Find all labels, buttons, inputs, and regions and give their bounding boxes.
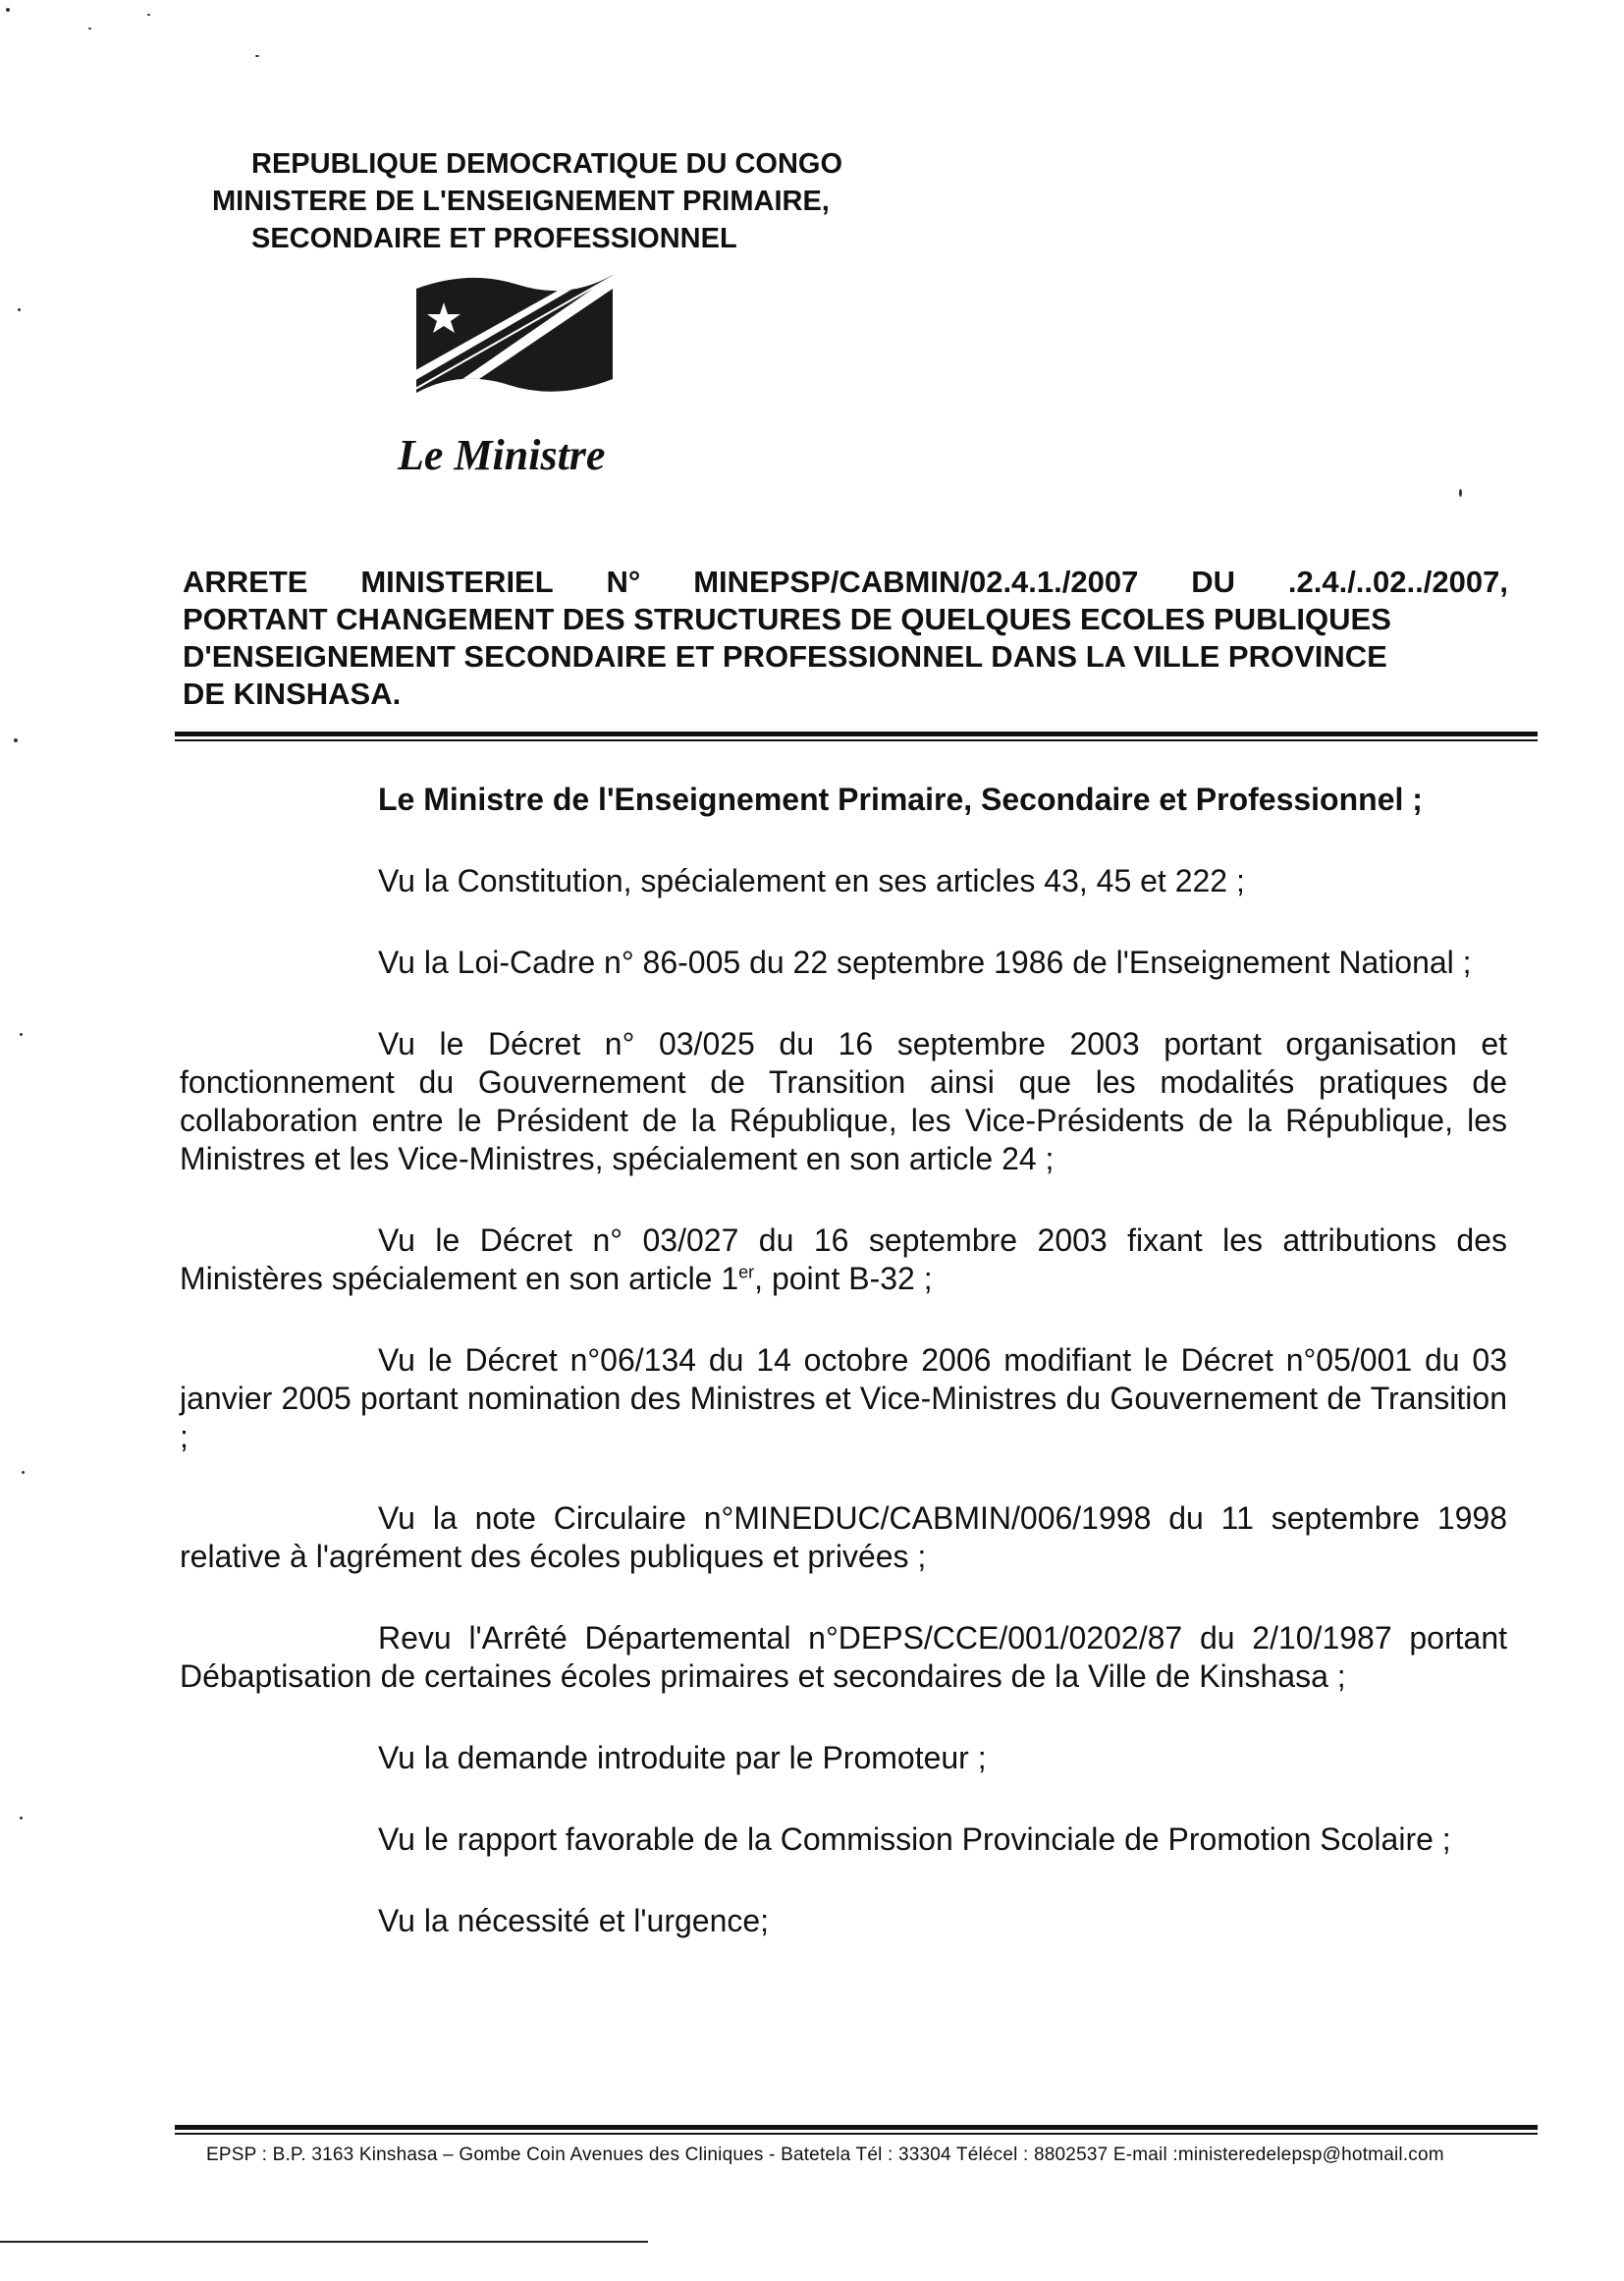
considerant-1: Vu la Constitution, spécialement en ses articles 43, 45 et 222 ; (378, 863, 1245, 898)
scan-speck (147, 14, 150, 16)
decree-title-line-3: D'ENSEIGNEMENT SECONDAIRE ET PROFESSIONNEL DANS LA VILLE PROVINCE (183, 639, 1387, 674)
considerant-2: Vu la Loi-Cadre n° 86-005 du 22 septembre 1986 de l'Enseignement National ; (378, 945, 1472, 980)
scan-speck (1459, 489, 1462, 497)
scan-speck (88, 27, 91, 29)
decree-title-line-2: PORTANT CHANGEMENT DES STRUCTURES DE QUELQUES ECOLES PUBLIQUES (183, 602, 1391, 636)
title-word: MINISTERIEL (360, 565, 554, 599)
scan-speck (18, 308, 21, 311)
considerant-9: Vu le rapport favorable de la Commission Provinciale de Promotion Scolaire ; (378, 1821, 1451, 1857)
decree-date: .2.4./..02../2007, (1287, 565, 1508, 599)
footer-divider (175, 2125, 1538, 2135)
decree-title (183, 564, 1508, 713)
title-word: ARRETE (183, 565, 308, 599)
letterhead (212, 145, 842, 257)
considerant-4-text: Vu le Décret n° 03/027 du 16 septembre 2003 fixant les attributions des Ministères spécialement en son article 1 (180, 1222, 1507, 1296)
title-divider (175, 732, 1538, 741)
scan-speck (22, 1471, 25, 1474)
scan-edge-line (0, 2241, 648, 2243)
considerant-4 (180, 1222, 1507, 1298)
considerant-4-rest: , point B-32 ; (754, 1261, 933, 1296)
considerant-8: Vu la demande introduite par le Promoteur ; (378, 1740, 987, 1775)
title-word: DU (1191, 565, 1235, 599)
scan-speck (6, 8, 10, 12)
considerant-10: Vu la nécessité et l'urgence; (378, 1903, 770, 1938)
decree-number: MINEPSP/CABMIN/02.4.1./2007 (693, 565, 1139, 599)
considerant-4-sup: er (738, 1262, 755, 1282)
minister-heading: Le Ministre (398, 431, 606, 479)
considerant-7: Revu l'Arrêté Départemental n°DEPS/CCE/001/0202/87 du 2/10/1987 portant Débaptisation de certaines écoles primaires et secondaires de la Ville de Kinshasa ; (180, 1620, 1507, 1694)
scan-speck (20, 1817, 23, 1819)
letterhead-ministry-cont: SECONDAIRE ET PROFESSIONNEL (251, 223, 737, 254)
letterhead-country: REPUBLIQUE DEMOCRATIQUE DU CONGO (251, 148, 843, 180)
scan-speck (255, 55, 259, 57)
decree-title-line-4: DE KINSHASA. (183, 677, 402, 711)
scan-speck (20, 1033, 23, 1036)
letterhead-ministry: MINISTERE DE L'ENSEIGNEMENT PRIMAIRE, (212, 186, 830, 217)
considerant-5: Vu le Décret n°06/134 du 14 octobre 2006 modifiant le Décret n°05/001 du 03 janvier 2005 portant nomination des Ministres et Vice-Ministres du Gouvernement de Transition ; (180, 1342, 1507, 1454)
drc-flag-emblem-icon (410, 263, 619, 406)
decree-body (180, 781, 1507, 1983)
intro-paragraph: Le Ministre de l'Enseignement Primaire, Secondaire et Professionnel ; (378, 782, 1423, 817)
considerant-3: Vu le Décret n° 03/025 du 16 septembre 2003 portant organisation et fonctionnement du Gouvernement de Transition ainsi que les modalités pratiques de collaboration entre le Président de la République, les Vice-Présidents de la République, les Ministres et les Vice-Ministres, spécialement en son article 24 ; (180, 1026, 1507, 1176)
footer-contact: EPSP : B.P. 3163 Kinshasa – Gombe Coin Avenues des Cliniques - Batetela Tél : 33304 Télécel : 8802537 E-mail :ministeredelepsp@hotmail.com (206, 2145, 1444, 2165)
title-word: N° (606, 565, 641, 599)
considerant-6: Vu la note Circulaire n°MINEDUC/CABMIN/006/1998 du 11 septembre 1998 relative à l'agrément des écoles publiques et privées ; (180, 1500, 1507, 1574)
scan-speck (14, 738, 18, 742)
decree-title-line-1 (183, 564, 1508, 601)
